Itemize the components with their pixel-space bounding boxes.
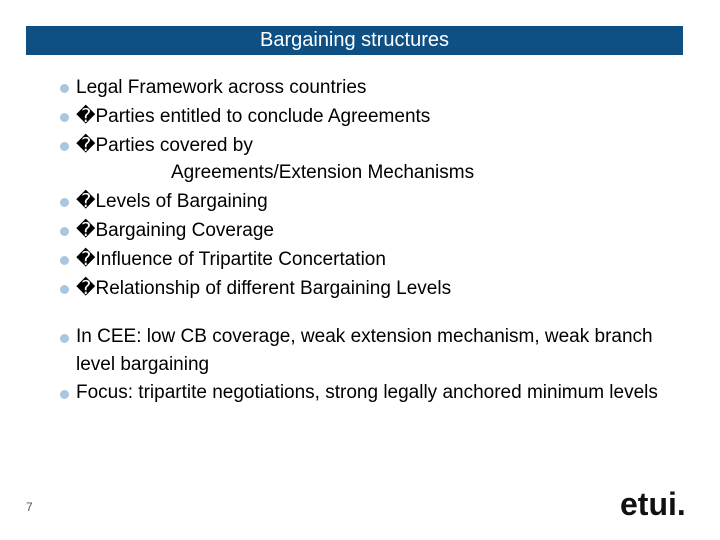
slide-title: Bargaining structures [260, 29, 449, 51]
bullet-continuation: Agreements/Extension Mechanisms [171, 162, 475, 183]
bullet-dot-icon [60, 390, 69, 399]
page-number: 7 [26, 500, 33, 514]
bullet-item [60, 102, 700, 131]
bullet-text: �Parties entitled to conclude Agreements [76, 106, 431, 127]
bullet-item [60, 274, 700, 303]
bullet-item [60, 131, 700, 187]
bullet-item [60, 216, 700, 245]
bullet-dot-icon [60, 198, 69, 207]
bullet-dot-icon [60, 334, 69, 343]
etui-logo [620, 484, 698, 524]
bullet-text: In CEE: low CB coverage, weak extension mechanism, weak branch level bargaining [76, 326, 653, 375]
bullet-dot-icon [60, 285, 69, 294]
bullet-dot-icon [60, 84, 69, 93]
bullet-text: �Influence of Tripartite Concertation [76, 249, 386, 270]
bullet-text: �Levels of Bargaining [76, 191, 268, 212]
etui-logo-text: etui. [620, 486, 686, 522]
spacer [60, 303, 700, 323]
bullet-list [60, 73, 700, 407]
bullet-item [60, 245, 700, 274]
bullet-text: �Bargaining Coverage [76, 220, 274, 241]
bullet-text: Legal Framework across countries [76, 77, 367, 98]
slide-title-bar [26, 26, 683, 55]
bullet-dot-icon [60, 142, 69, 151]
bullet-item [60, 73, 700, 102]
bullet-item [60, 187, 700, 216]
bullet-text: �Relationship of different Bargaining Levels [76, 278, 452, 299]
bullet-dot-icon [60, 227, 69, 236]
bullet-dot-icon [60, 113, 69, 122]
bullet-text: �Parties covered by [76, 135, 253, 156]
bullet-text: Focus: tripartite negotiations, strong legally anchored minimum levels [76, 382, 658, 403]
bullet-item [60, 323, 696, 379]
bullet-dot-icon [60, 256, 69, 265]
bullet-item [60, 379, 696, 407]
